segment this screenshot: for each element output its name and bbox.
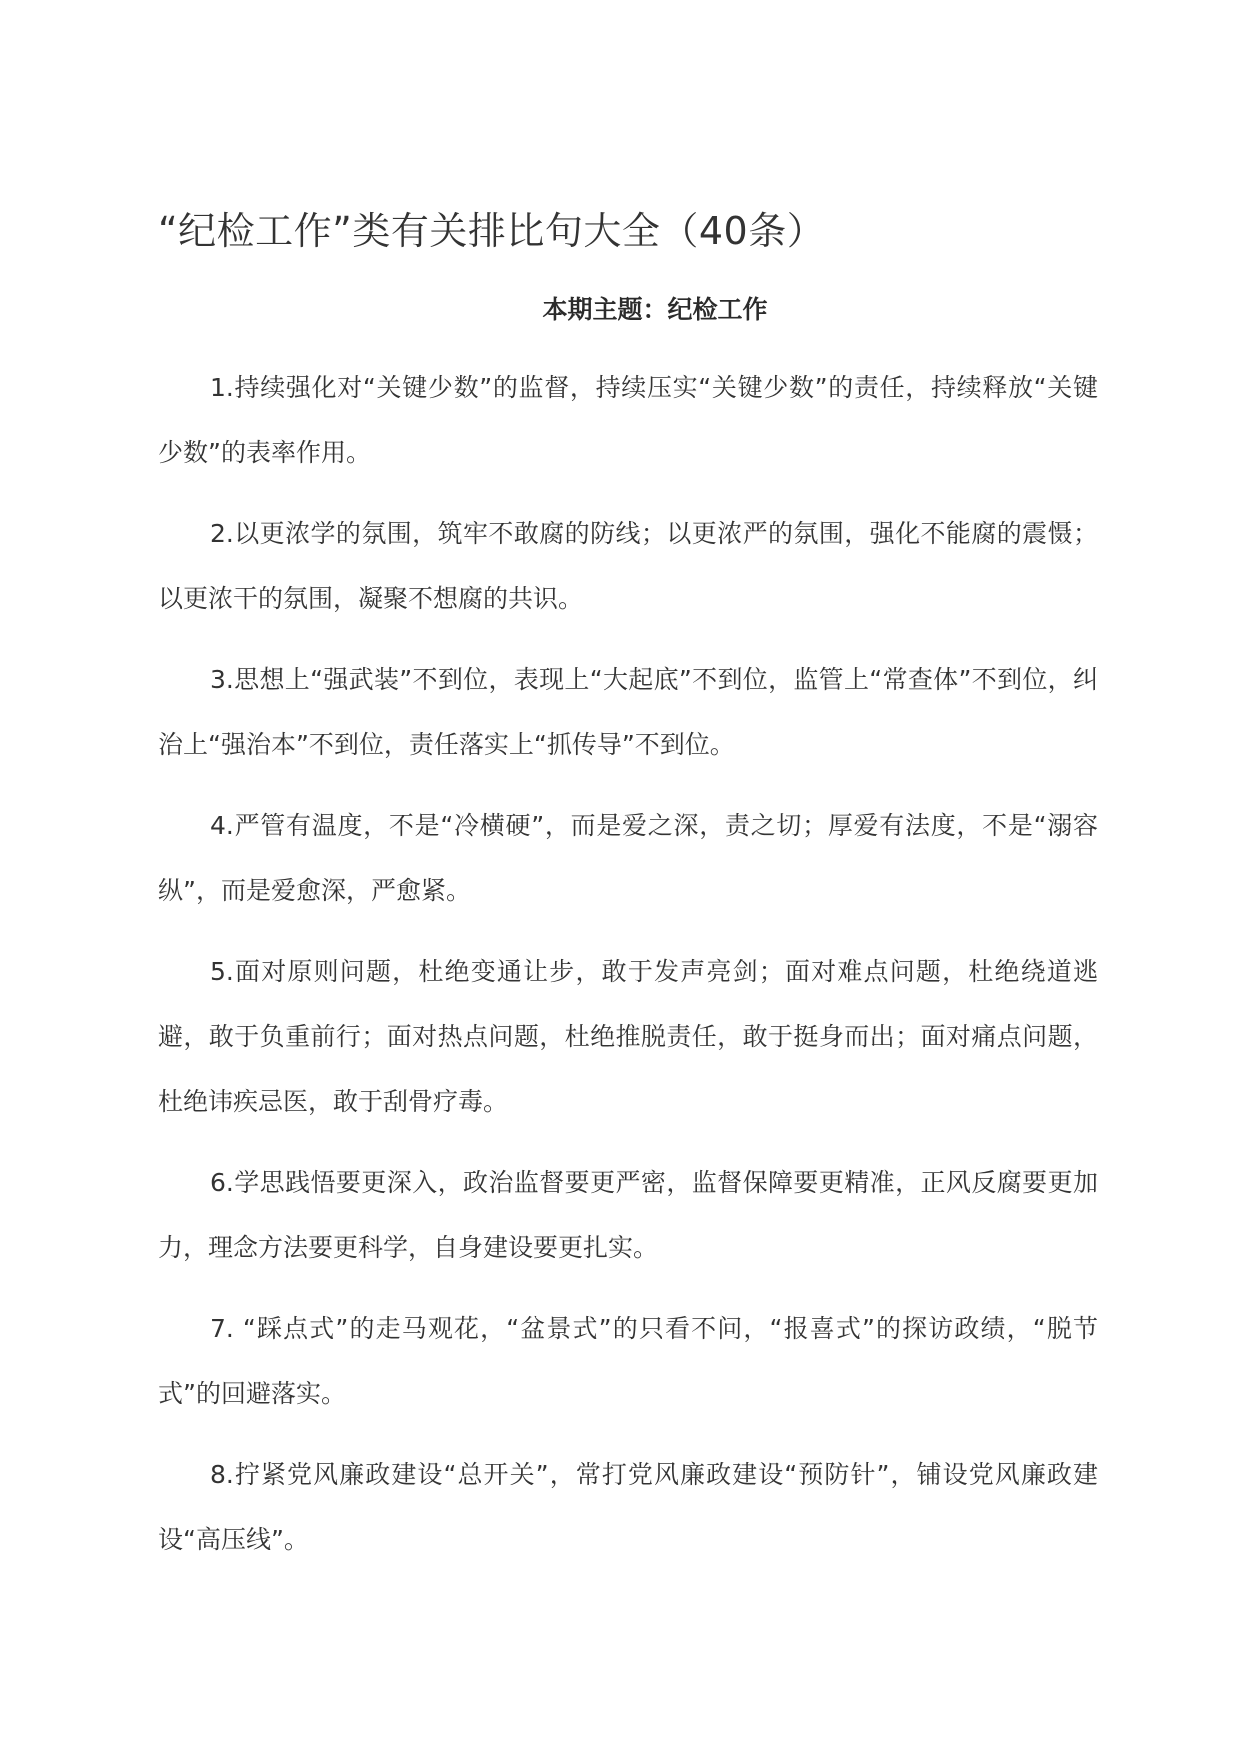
document-title: “纪检工作”类有关排比句大全（40条）: [158, 209, 826, 253]
document-subtitle: 本期主题：纪检工作: [542, 295, 768, 324]
list-item: 2.以更浓学的氛围，筑牢不敢腐的防线；以更浓严的氛围，强化不能腐的震慑；以更浓干的氛围，凝聚不想腐的共识。: [158, 519, 1098, 613]
list-item: 4.严管有温度，不是“冷横硬”，而是爱之深，责之切；厚爱有法度，不是“溺容纵”，而是爱愈深，严愈紧。: [158, 811, 1098, 905]
list-item: 1.持续强化对“关键少数”的监督，持续压实“关键少数”的责任，持续释放“关键少数”的表率作用。: [158, 373, 1098, 467]
list-item: 6.学思践悟要更深入，政治监督要更严密，监督保障要更精准，正风反腐要更加力，理念方法要更科学，自身建设要更扎实。: [158, 1168, 1098, 1262]
item-list: [158, 355, 1098, 1588]
list-item: 3.思想上“强武装”不到位，表现上“大起底”不到位，监管上“常查体”不到位，纠治上“强治本”不到位，责任落实上“抓传导”不到位。: [158, 665, 1098, 759]
list-item: 7. “踩点式”的走马观花，“盆景式”的只看不问，“报喜式”的探访政绩，“脱节式”的回避落实。: [158, 1314, 1098, 1408]
list-item: 5.面对原则问题，杜绝变通让步，敢于发声亮剑；面对难点问题，杜绝绕道逃避，敢于负重前行；面对热点问题，杜绝推脱责任，敢于挺身而出；面对痛点问题，杜绝讳疾忌医，敢于刮骨疗毒。: [158, 957, 1098, 1116]
list-item: 8.拧紧党风廉政建设“总开关”，常打党风廉政建设“预防针”，铺设党风廉政建设“高压线”。: [158, 1460, 1098, 1554]
